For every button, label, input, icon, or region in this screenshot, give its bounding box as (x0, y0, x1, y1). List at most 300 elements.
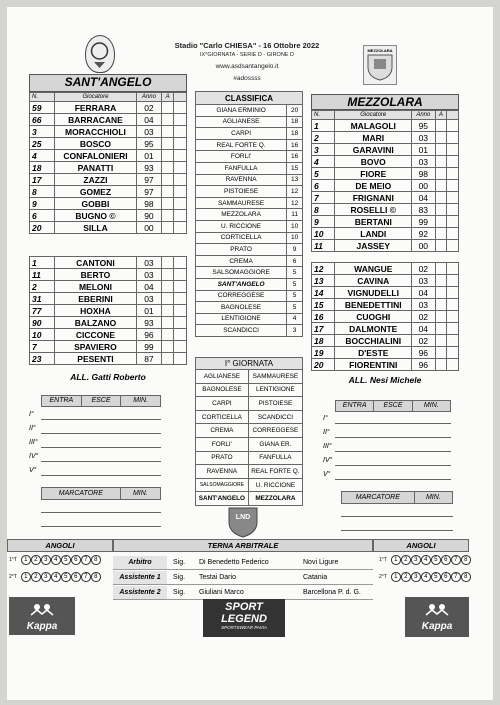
player-name: CUOGHI (335, 311, 412, 323)
marcatore-label: MARCATORE (42, 488, 121, 499)
player-number: 59 (30, 102, 55, 114)
player-cell-a (435, 299, 447, 311)
corner-circle[interactable]: 7 (451, 555, 461, 565)
player-cell-a (161, 353, 174, 365)
player-row (30, 114, 187, 126)
player-number: 77 (30, 305, 55, 317)
referee-city: Catania (303, 574, 328, 581)
referee-role: Arbitro (113, 556, 167, 569)
player-cell-b (174, 281, 187, 293)
referee-row (113, 586, 373, 600)
player-number: 12 (312, 263, 335, 275)
sub-slot-label: V° (29, 467, 37, 474)
player-row (312, 287, 459, 299)
corner-circle[interactable]: 4 (421, 555, 431, 565)
corner-circle[interactable]: 4 (51, 555, 61, 565)
player-name: CONFALONIERI (55, 150, 137, 162)
corner-circle[interactable]: 8 (461, 572, 471, 582)
player-cell-b (447, 263, 459, 275)
player-number: 8 (312, 204, 335, 216)
player-number: 2 (312, 132, 335, 144)
standings-points: 5 (287, 267, 303, 279)
player-name: BENEDETTINI (335, 299, 412, 311)
away-starters-table (311, 110, 459, 252)
player-year: 90 (136, 210, 161, 222)
referee-title: TERNA ARBITRALE (113, 539, 373, 552)
player-cell-a (435, 192, 447, 204)
home-starters-table (29, 92, 187, 234)
player-name: DE MEIO (335, 180, 412, 192)
player-cell-a (161, 281, 174, 293)
standings-team: GIANA ERMINIO (196, 105, 287, 117)
player-year: 00 (412, 180, 435, 192)
fixture-away: CORREGGESE (248, 424, 302, 438)
player-year: 02 (412, 335, 435, 347)
player-number: 9 (312, 216, 335, 228)
player-cell-b (447, 228, 459, 240)
player-cell-a (161, 257, 174, 269)
round1-title: I° GIORNATA (196, 358, 303, 370)
player-name: BARRACANE (55, 114, 137, 126)
standings-team: FANFULLA (196, 162, 287, 174)
sub-slot-label: V° (323, 471, 331, 478)
player-cell-a (161, 126, 174, 138)
corner-circle[interactable]: 8 (91, 555, 101, 565)
sub-slot-label: I° (29, 411, 34, 418)
corner-circle[interactable]: 3 (41, 572, 51, 582)
col-b (174, 93, 187, 102)
player-cell-b (174, 353, 187, 365)
player-year: 01 (136, 305, 161, 317)
sponsor-left-logo (9, 597, 75, 635)
sub-slot-label: I° (323, 415, 328, 422)
home-subs-header (41, 395, 161, 407)
player-year: 97 (136, 174, 161, 186)
sub-slot-line[interactable] (41, 433, 161, 434)
player-row (30, 341, 187, 353)
player-number: 66 (30, 114, 55, 126)
hashtag: #adossss (233, 75, 261, 82)
sub-slot-line[interactable] (335, 437, 451, 438)
col-player: Giocatore (335, 111, 412, 120)
col-year: Anno (412, 111, 435, 120)
corner-circle[interactable]: 7 (451, 572, 461, 582)
standings-team: CORREGGESE (196, 290, 287, 302)
player-name: MELONI (55, 281, 137, 293)
player-cell-a (161, 222, 174, 234)
player-number: 3 (312, 144, 335, 156)
sponsor-right-text: Kappa (421, 621, 453, 632)
sub-slot-line[interactable] (41, 447, 161, 448)
player-year: 04 (412, 323, 435, 335)
away-team-title: MEZZOLARA (311, 94, 459, 110)
player-name: GARAVINI (335, 144, 412, 156)
player-cell-a (161, 329, 174, 341)
sub-slot-line[interactable] (41, 461, 161, 462)
player-cell-b (447, 144, 459, 156)
player-cell-a (435, 335, 447, 347)
corner-circle[interactable]: 6 (71, 555, 81, 565)
fixture-row (196, 424, 303, 438)
away-corners-1t-label: 1°T (379, 557, 387, 563)
away-scorers-header (341, 491, 453, 504)
fixture-home: AGLIANESE (196, 370, 249, 384)
sub-slot-line[interactable] (335, 451, 451, 452)
round-info: IX°GIORNATA - SERIE D - GIRONE D (200, 52, 294, 58)
corner-circle[interactable]: 5 (431, 555, 441, 565)
player-year: 96 (136, 329, 161, 341)
col-number: N. (312, 111, 335, 120)
player-name: ROSELLI © (335, 204, 412, 216)
standings-points: 16 (287, 151, 303, 163)
player-name: BOCCHIALINI (335, 335, 412, 347)
player-row (312, 240, 459, 252)
player-cell-a (435, 323, 447, 335)
corner-circle[interactable]: 6 (441, 555, 451, 565)
player-row (312, 204, 459, 216)
player-cell-b (174, 210, 187, 222)
corner-circle[interactable]: 7 (81, 555, 91, 565)
player-number: 17 (312, 323, 335, 335)
player-row (30, 257, 187, 269)
player-cell-b (447, 311, 459, 323)
referee-city: Novi Ligure (303, 559, 339, 566)
player-cell-a (435, 240, 447, 252)
player-cell-b (447, 180, 459, 192)
corner-circle[interactable]: 2 (401, 572, 411, 582)
standings-table (195, 91, 303, 337)
corner-circle[interactable]: 2 (31, 555, 41, 565)
player-row (30, 329, 187, 341)
player-year: 98 (136, 198, 161, 210)
player-year: 95 (136, 138, 161, 150)
player-number: 25 (30, 138, 55, 150)
player-year: 92 (412, 228, 435, 240)
fixture-home: CORTICELLA (196, 410, 249, 424)
player-cell-a (161, 210, 174, 222)
player-cell-b (447, 335, 459, 347)
player-name: SPAVIERO (55, 341, 137, 353)
player-year: 97 (136, 186, 161, 198)
player-name: EBERINI (55, 293, 137, 305)
player-cell-b (174, 222, 187, 234)
standings-row (196, 197, 303, 209)
player-row (30, 269, 187, 281)
player-row (312, 311, 459, 323)
standings-team: LENTIGIONE (196, 313, 287, 325)
corner-circle[interactable]: 1 (391, 555, 401, 565)
player-cell-a (435, 311, 447, 323)
player-name: BOVO (335, 156, 412, 168)
player-cell-a (435, 359, 447, 371)
player-cell-a (161, 269, 174, 281)
player-year: 03 (136, 257, 161, 269)
player-cell-a (161, 305, 174, 317)
corner-circle[interactable]: 4 (51, 572, 61, 582)
player-row (312, 263, 459, 275)
standings-team: RAVENNA (196, 174, 287, 186)
player-cell-a (161, 341, 174, 353)
fixture-home: CARPI (196, 397, 249, 411)
player-year: 87 (136, 353, 161, 365)
away-crest-text: MEZZOLARA (367, 48, 393, 53)
corner-circle[interactable]: 7 (81, 572, 91, 582)
player-name: VIGNUDELLI (335, 287, 412, 299)
sub-slot-line[interactable] (335, 465, 451, 466)
standings-row (196, 128, 303, 140)
sponsor-center-sub: SPORTSWEAR PAVIA (221, 625, 267, 630)
corner-circle[interactable]: 3 (411, 572, 421, 582)
player-year: 03 (136, 126, 161, 138)
player-cell-a (161, 150, 174, 162)
referee-role: Assistente 1 (113, 571, 167, 584)
lnd-logo-icon (225, 505, 261, 539)
player-number: 20 (312, 359, 335, 371)
referee-role: Assistente 2 (113, 586, 167, 599)
player-number: 6 (312, 180, 335, 192)
player-row (30, 162, 187, 174)
player-year: 03 (412, 156, 435, 168)
player-cell-b (174, 257, 187, 269)
fixture-row (196, 370, 303, 384)
player-cell-a (161, 114, 174, 126)
player-number: 18 (312, 335, 335, 347)
player-name: MORACCHIOLI (55, 126, 137, 138)
corner-circle[interactable]: 5 (61, 555, 71, 565)
player-row (30, 210, 187, 222)
player-row (30, 353, 187, 365)
player-cell-b (174, 329, 187, 341)
player-year: 04 (136, 114, 161, 126)
standings-row (196, 290, 303, 302)
player-cell-a (435, 263, 447, 275)
referee-sig: Sig. (173, 559, 186, 566)
player-year: 93 (136, 317, 161, 329)
standings-points: 10 (287, 232, 303, 244)
player-cell-a (435, 168, 447, 180)
standings-team: U. RICCIONE (196, 220, 287, 232)
player-year: 03 (412, 132, 435, 144)
away-corners-1t (391, 555, 471, 565)
player-number: 2 (30, 281, 55, 293)
player-number: 17 (30, 174, 55, 186)
player-year: 99 (412, 216, 435, 228)
player-cell-b (174, 102, 187, 114)
corner-circle[interactable]: 6 (441, 572, 451, 582)
player-year: 00 (136, 222, 161, 234)
player-name: FIORE (335, 168, 412, 180)
player-number: 9 (30, 198, 55, 210)
standings-row (196, 174, 303, 186)
player-number: 90 (30, 317, 55, 329)
fixture-home: FORLI' (196, 437, 249, 451)
fixture-row (196, 410, 303, 424)
corner-circle[interactable]: 6 (71, 572, 81, 582)
stadium-date: Stadio "Carlo CHIESA" - 16 Ottobre 2022 (174, 41, 320, 50)
corner-circle[interactable]: 5 (431, 572, 441, 582)
col-number: N. (30, 93, 55, 102)
corner-circle[interactable]: 8 (461, 555, 471, 565)
standings-team: SAMMAURESE (196, 197, 287, 209)
standings-points: 20 (287, 105, 303, 117)
player-cell-b (174, 138, 187, 150)
player-name: MALAGOLI (335, 120, 412, 132)
player-number: 1 (312, 120, 335, 132)
fixture-home: PRATO (196, 451, 249, 465)
col-player: Giocatore (55, 93, 137, 102)
sub-slot-line[interactable] (335, 479, 451, 480)
col-year: Anno (136, 93, 161, 102)
player-cell-b (174, 126, 187, 138)
sub-slot-label: III° (29, 439, 38, 446)
sponsor-center-top: SPORT (225, 601, 263, 613)
player-row (30, 150, 187, 162)
home-crest-icon (85, 35, 115, 73)
player-name: PESENTI (55, 353, 137, 365)
player-cell-a (161, 138, 174, 150)
player-year: 04 (412, 287, 435, 299)
player-name: PANATTI (55, 162, 137, 174)
standings-points: 10 (287, 220, 303, 232)
player-name: WANGUE (335, 263, 412, 275)
player-row (312, 144, 459, 156)
player-row (312, 335, 459, 347)
player-year: 03 (136, 269, 161, 281)
player-name: CICCONE (55, 329, 137, 341)
player-name: LANDI (335, 228, 412, 240)
lnd-label: LND (235, 514, 251, 521)
player-cell-b (447, 240, 459, 252)
away-corners-2t-label: 2°T (379, 574, 387, 580)
standings-row (196, 186, 303, 198)
fixture-away: SCANDICCI (248, 410, 302, 424)
standings-points: 13 (287, 174, 303, 186)
fixture-row (196, 465, 303, 479)
website: www.asdsantangelo.it (215, 63, 279, 70)
col-a: A (161, 93, 174, 102)
corner-circle[interactable]: 8 (91, 572, 101, 582)
min-label: MIN. (423, 402, 439, 409)
fixture-away: LENTIGIONE (248, 383, 302, 397)
sub-slot-line[interactable] (335, 423, 451, 424)
player-cell-a (435, 120, 447, 132)
player-cell-a (435, 287, 447, 299)
player-number: 15 (312, 299, 335, 311)
player-cell-b (447, 120, 459, 132)
player-cell-b (447, 275, 459, 287)
sub-slot-line[interactable] (41, 419, 161, 420)
corner-circle[interactable]: 2 (31, 572, 41, 582)
standings-points: 3 (287, 325, 303, 337)
sub-slot-line[interactable] (41, 475, 161, 476)
player-cell-a (435, 180, 447, 192)
away-coach: ALL. Nesi Michele (348, 375, 422, 385)
standings-row (196, 302, 303, 314)
standings-row (196, 278, 303, 290)
corner-circle[interactable]: 2 (401, 555, 411, 565)
fixture-row (196, 478, 303, 492)
referee-row (113, 556, 373, 570)
entra-label: ENTRA (42, 396, 82, 406)
corner-circle[interactable]: 3 (411, 555, 421, 565)
player-number: 16 (312, 311, 335, 323)
player-number: 23 (30, 353, 55, 365)
player-year: 02 (412, 263, 435, 275)
player-year: 02 (136, 102, 161, 114)
player-number: 8 (30, 186, 55, 198)
player-row (312, 228, 459, 240)
corner-circle[interactable]: 1 (391, 572, 401, 582)
fixture-away: PISTOIESE (248, 397, 302, 411)
standings-team: CORTICELLA (196, 232, 287, 244)
sponsor-center-logo (203, 599, 285, 637)
player-year: 02 (412, 311, 435, 323)
corner-circle[interactable]: 3 (41, 555, 51, 565)
player-row (312, 156, 459, 168)
player-row (312, 359, 459, 371)
player-name: CAVINA (335, 275, 412, 287)
player-year: 00 (412, 240, 435, 252)
standings-points: 18 (287, 128, 303, 140)
referee-name: Testai Dario (199, 574, 236, 581)
standings-team: SANT'ANGELO (196, 278, 287, 290)
player-cell-a (161, 293, 174, 305)
fixture-away: GIANA ER. (248, 437, 302, 451)
standings-points: 6 (287, 255, 303, 267)
player-name: BERTO (55, 269, 137, 281)
standings-points: 12 (287, 197, 303, 209)
home-team-title: SANT'ANGELO (29, 74, 187, 92)
fixture-row (196, 383, 303, 397)
player-cell-a (161, 186, 174, 198)
player-number: 5 (312, 168, 335, 180)
player-cell-a (435, 156, 447, 168)
player-cell-b (174, 174, 187, 186)
player-year: 04 (136, 281, 161, 293)
referee-row (113, 571, 373, 585)
standings-points: 5 (287, 290, 303, 302)
player-row (312, 132, 459, 144)
player-row (30, 138, 187, 150)
standings-points: 9 (287, 244, 303, 256)
sponsor-right-logo (405, 597, 469, 637)
player-number: 6 (30, 210, 55, 222)
player-year: 04 (412, 192, 435, 204)
standings-points: 15 (287, 162, 303, 174)
player-year: 93 (136, 162, 161, 174)
corner-circle[interactable]: 5 (61, 572, 71, 582)
standings-team: FORLI' (196, 151, 287, 163)
player-year: 96 (412, 359, 435, 371)
fixture-away: FANFULLA (248, 451, 302, 465)
player-cell-a (435, 275, 447, 287)
away-corners-2t (391, 572, 471, 582)
corner-circle[interactable]: 1 (21, 572, 31, 582)
player-row (30, 305, 187, 317)
player-cell-b (174, 341, 187, 353)
standings-row (196, 105, 303, 117)
player-name: JASSEY (335, 240, 412, 252)
player-cell-b (174, 269, 187, 281)
player-year: 01 (136, 150, 161, 162)
home-scorers-header (41, 487, 161, 500)
fixture-row (196, 451, 303, 465)
corner-circle[interactable]: 4 (421, 572, 431, 582)
player-cell-b (447, 299, 459, 311)
player-row (312, 216, 459, 228)
away-bench-table (311, 262, 459, 371)
corner-circle[interactable]: 1 (21, 555, 31, 565)
